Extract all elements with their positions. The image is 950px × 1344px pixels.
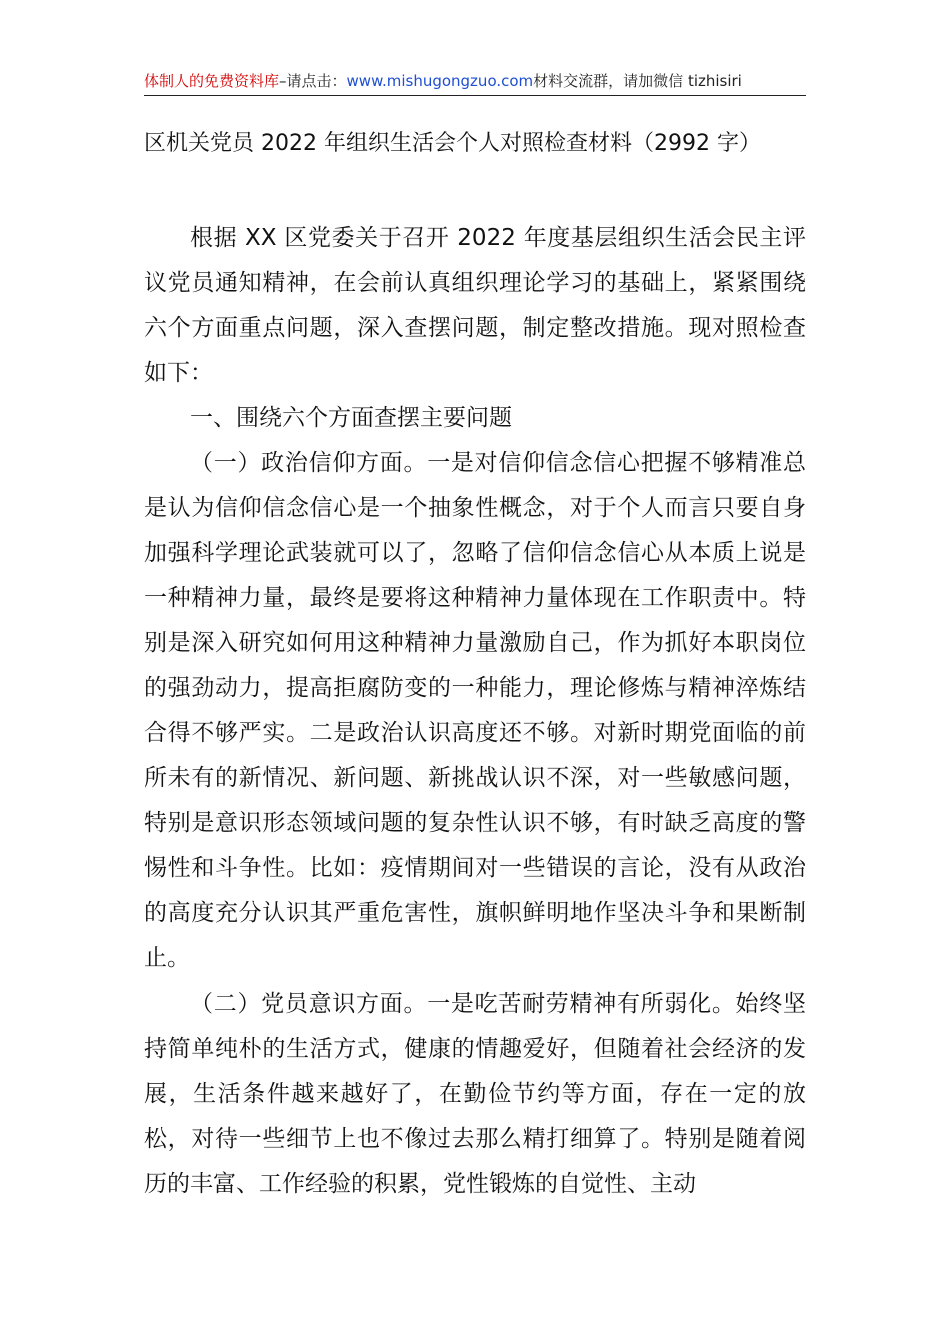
document-title: 区机关党员 2022 年组织生活会个人对照检查材料（2992 字） <box>144 131 761 156</box>
header-url-link[interactable]: www.mishugongzuo.com <box>346 72 534 90</box>
document-body <box>144 216 806 1207</box>
header-divider <box>144 95 806 96</box>
paragraph-political-belief: （一）政治信仰方面。一是对信仰信念信心把握不够精准总是认为信仰信念信心是一个抽象性概念，对于个人而言只要自身加强科学理论武装就可以了，忽略了信仰信念信心从本质上说是一种精神力量，最终是要将这种精神力量体现在工作职责中。特别是深入研究如何用这种精神力量激励自己，作为抓好本职岗位的强劲动力，提高拒腐防变的一种能力，理论修炼与精神淬炼结合得不够严实。二是政治认识高度还不够。对新时期党面临的前所未有的新情况、新问题、新挑战认识不深，对一些敏感问题，特别是意识形态领域问题的复杂性认识不够，有时缺乏高度的警惕性和斗争性。比如：疫情期间对一些错误的言论，没有从政治的高度充分认识其严重危害性，旗帜鲜明地作坚决斗争和果断制止。 <box>144 450 806 971</box>
header-brand: 体制人的免费资料库 <box>144 72 280 90</box>
page-header <box>144 70 806 94</box>
header-separator: –请点击： <box>279 72 347 90</box>
section-heading-1: 一、围绕六个方面查摆主要问题 <box>190 405 512 431</box>
paragraph-party-awareness: （二）党员意识方面。一是吃苦耐劳精神有所弱化。始终坚持简单纯朴的生活方式，健康的情趣爱好，但随着社会经济的发展，生活条件越来越好了，在勤俭节约等方面，存在一定的放松，对待一些细节上也不像过去那么精打细算了。特别是随着阅历的丰富、工作经验的积累，党性锻炼的自觉性、主动 <box>144 991 806 1197</box>
paragraph-intro: 根据 XX 区党委关于召开 2022 年度基层组织生活会民主评议党员通知精神，在会前认真组织理论学习的基础上，紧紧围绕六个方面重点问题，深入查摆问题，制定整改措施。现对照检查如下： <box>144 225 806 386</box>
header-contact: 材料交流群，请加微信 tizhisiri <box>533 72 742 90</box>
